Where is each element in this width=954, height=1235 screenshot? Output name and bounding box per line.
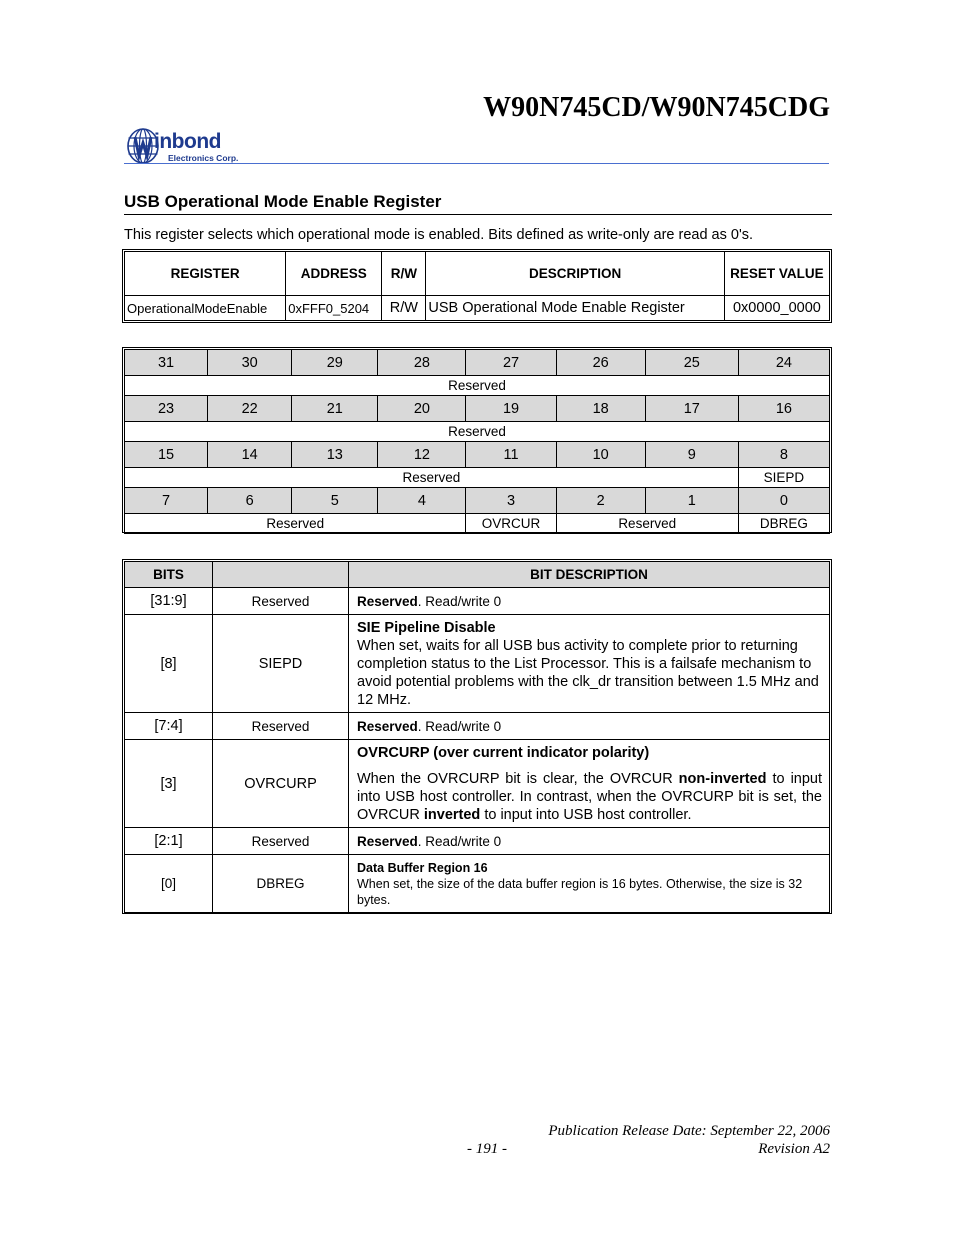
intro-text: This register selects which operational mode is enabled. Bits defined as write-only are read as 0's. <box>124 227 754 243</box>
description-header-row <box>125 562 830 588</box>
bit-number: 11 <box>466 442 556 468</box>
bit-number-row <box>125 396 830 422</box>
header-bits: BITS <box>125 562 213 588</box>
bit-number: 30 <box>208 350 292 376</box>
bit-number: 14 <box>208 442 292 468</box>
table-row <box>125 713 830 740</box>
row-name: Reserved <box>213 713 349 740</box>
header-bit-description: BIT DESCRIPTION <box>349 562 830 588</box>
bit-number: 26 <box>556 350 645 376</box>
section-divider <box>124 214 832 215</box>
bit-number: 18 <box>556 396 645 422</box>
bit-number: 20 <box>378 396 466 422</box>
bit-number: 4 <box>378 488 466 514</box>
row-name: Reserved <box>213 828 349 855</box>
register-summary-table <box>122 249 832 323</box>
register-description: USB Operational Mode Enable Register <box>426 296 724 321</box>
header-rw: R/W <box>382 252 426 296</box>
header-register: REGISTER <box>125 252 286 296</box>
bit-number: 23 <box>125 396 208 422</box>
bit-field: Reserved <box>125 514 466 534</box>
section-title: USB Operational Mode Enable Register <box>124 192 442 211</box>
bit-number: 29 <box>292 350 378 376</box>
bit-number: 17 <box>645 396 738 422</box>
header-address: ADDRESS <box>286 252 382 296</box>
bit-number: 0 <box>738 488 829 514</box>
text-span: When the OVRCURP bit is clear, the OVRCUR <box>357 771 679 787</box>
bit-number: 25 <box>645 350 738 376</box>
footer-release-date: Publication Release Date: September 22, 2006 <box>548 1123 830 1139</box>
bit-field: Reserved <box>125 468 739 488</box>
bit-number: 3 <box>466 488 556 514</box>
row-description <box>349 615 830 713</box>
bit-field-siepd: SIEPD <box>738 468 829 488</box>
register-rw: R/W <box>382 296 426 321</box>
bit-number: 27 <box>466 350 556 376</box>
bit-number: 19 <box>466 396 556 422</box>
bit-number-row <box>125 350 830 376</box>
bit-field-row <box>125 376 830 396</box>
winbond-logo <box>126 126 256 166</box>
row-description-title: Data Buffer Region 16 <box>357 861 488 875</box>
row-bits: [0] <box>125 855 213 913</box>
footer-page-number: - 191 - <box>467 1141 507 1157</box>
row-name: Reserved <box>213 588 349 615</box>
table-row <box>125 615 830 713</box>
row-description-title: SIE Pipeline Disable <box>357 620 496 636</box>
row-description-text: . Read/write 0 <box>417 833 502 849</box>
register-header-row <box>125 252 830 296</box>
bit-field: Reserved <box>556 514 738 534</box>
bit-number: 12 <box>378 442 466 468</box>
bit-number: 5 <box>292 488 378 514</box>
bit-number: 21 <box>292 396 378 422</box>
table-row <box>125 588 830 615</box>
bit-number: 7 <box>125 488 208 514</box>
bit-field-dbreg: DBREG <box>738 514 829 534</box>
bit-field-row <box>125 468 830 488</box>
header-name <box>213 562 349 588</box>
bit-number-row <box>125 488 830 514</box>
bit-number: 16 <box>738 396 829 422</box>
bit-field-ovrcur: OVRCUR <box>466 514 556 534</box>
row-description-text <box>357 770 822 824</box>
row-bits: [7:4] <box>125 713 213 740</box>
row-description <box>349 588 830 615</box>
bit-number: 24 <box>738 350 829 376</box>
bit-map-table <box>122 347 832 533</box>
row-bits: [31:9] <box>125 588 213 615</box>
row-description <box>349 713 830 740</box>
text-span: to input into USB host controller. In contrast, when the OVRCURP bit is set, the OVRCUR <box>357 771 823 823</box>
row-description <box>349 828 830 855</box>
bit-field-row <box>125 422 830 442</box>
row-description <box>349 740 830 828</box>
row-description-text: . Read/write 0 <box>417 718 502 734</box>
bit-number: 31 <box>125 350 208 376</box>
table-row <box>125 855 830 913</box>
bit-number: 15 <box>125 442 208 468</box>
logo-subtitle: Electronics Corp. <box>168 153 239 163</box>
row-description-title: OVRCURP (over current indicator polarity) <box>357 745 650 761</box>
text-span: to input into USB host controller. <box>480 807 692 823</box>
row-description-title: Reserved <box>357 593 418 609</box>
row-description-text: When set, the size of the data buffer region is 16 bytes. Otherwise, the size is 32 bytes. <box>357 877 803 907</box>
header-divider <box>124 163 829 164</box>
bit-number: 6 <box>208 488 292 514</box>
bit-number: 13 <box>292 442 378 468</box>
bit-number-row <box>125 442 830 468</box>
row-description-text: . Read/write 0 <box>417 593 502 609</box>
register-row <box>125 296 830 321</box>
logo-wordmark: inbond <box>154 130 221 153</box>
table-row <box>125 828 830 855</box>
row-name: DBREG <box>213 855 349 913</box>
row-description <box>349 855 830 913</box>
row-name: SIEPD <box>213 615 349 713</box>
bit-number: 8 <box>738 442 829 468</box>
bit-number: 22 <box>208 396 292 422</box>
register-reset-value: 0x0000_0000 <box>724 296 829 321</box>
bit-field-row <box>125 514 830 534</box>
row-bits: [2:1] <box>125 828 213 855</box>
row-description-text: When set, waits for all USB bus activity to complete prior to returning completion status to the List Processor. This is a failsafe mechanism to avoid potential problems with the clk_dr transition between 1.5 MHz and 12 MHz. <box>357 638 819 708</box>
bit-number: 28 <box>378 350 466 376</box>
header-reset-value: RESET VALUE <box>724 252 829 296</box>
row-name: OVRCURP <box>213 740 349 828</box>
row-description-title: Reserved <box>357 833 418 849</box>
header-description: DESCRIPTION <box>426 252 724 296</box>
table-row <box>125 740 830 828</box>
bit-number: 2 <box>556 488 645 514</box>
bit-description-table <box>122 559 832 914</box>
row-bits: [8] <box>125 615 213 713</box>
bit-field: Reserved <box>125 422 830 442</box>
bit-field: Reserved <box>125 376 830 396</box>
bit-number: 9 <box>645 442 738 468</box>
document-title: W90N745CD/W90N745CDG <box>483 92 830 123</box>
row-description-title: Reserved <box>357 718 418 734</box>
row-bits: [3] <box>125 740 213 828</box>
bit-number: 10 <box>556 442 645 468</box>
register-name: OperationalModeEnable <box>125 296 286 321</box>
footer-revision: Revision A2 <box>758 1141 830 1157</box>
register-address: 0xFFF0_5204 <box>286 296 382 321</box>
bold-span: inverted <box>423 807 481 823</box>
bit-number: 1 <box>645 488 738 514</box>
bold-span: non-inverted <box>678 771 767 787</box>
